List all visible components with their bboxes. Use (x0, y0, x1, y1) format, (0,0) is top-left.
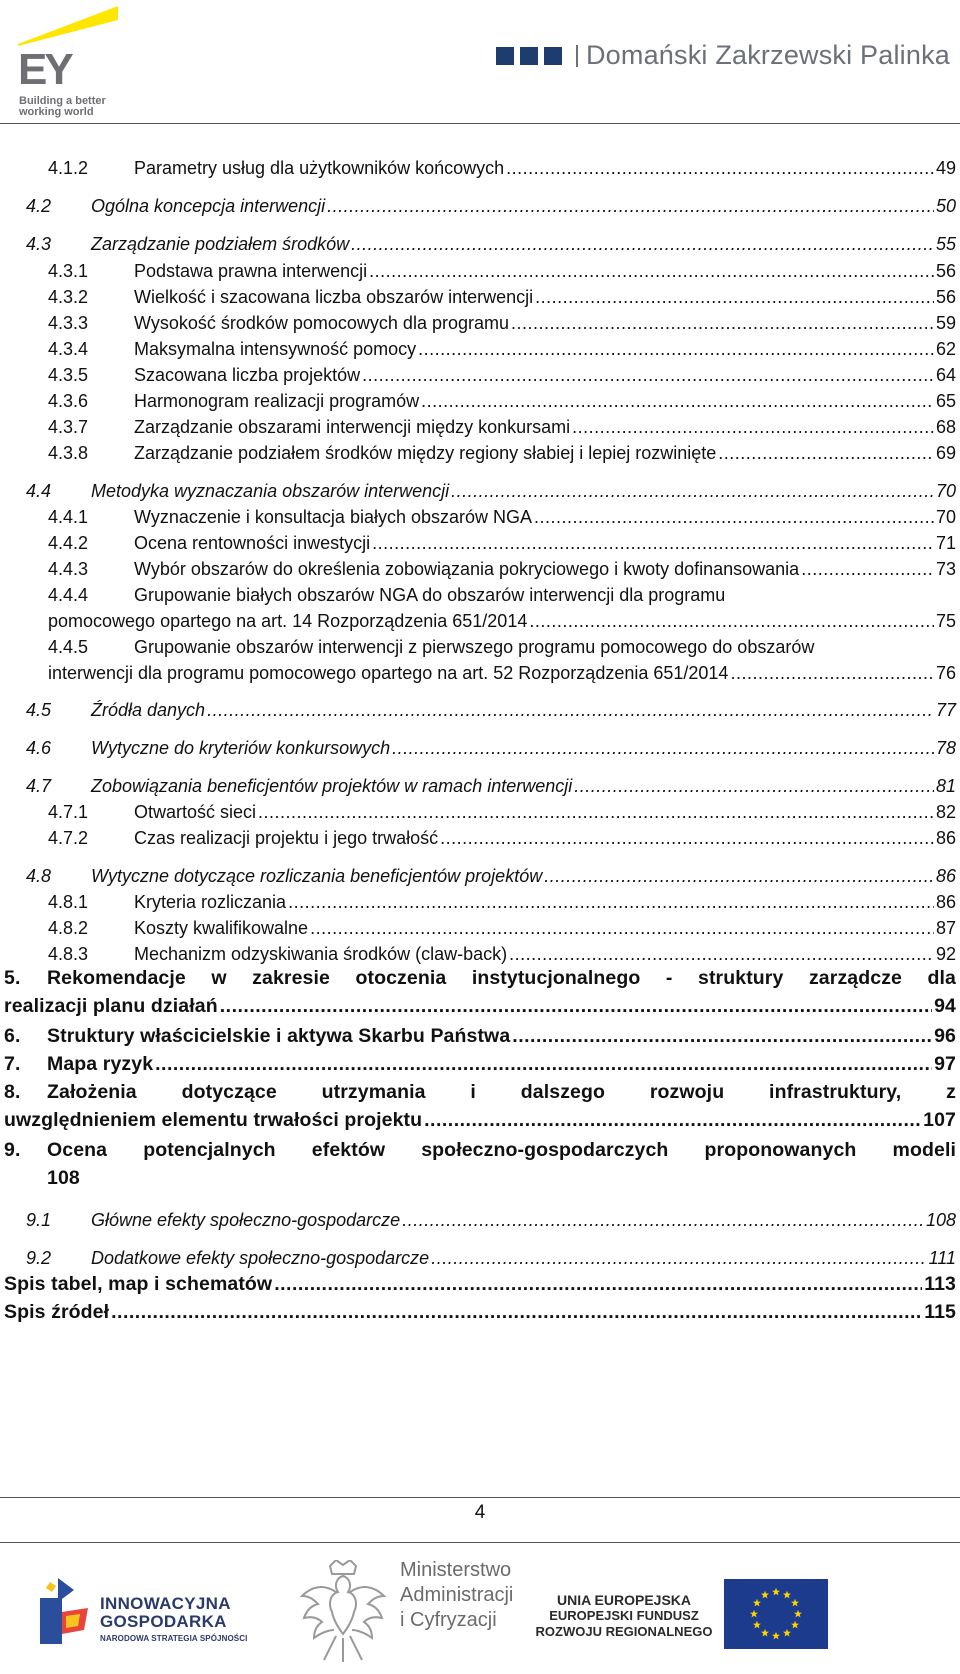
eu-line-3: ROZWOJU REGIONALNEGO (535, 1624, 713, 1639)
toc-entry[interactable] (48, 533, 956, 553)
toc-entry[interactable] (48, 637, 956, 683)
toc-page-number: 56 (935, 261, 956, 281)
toc-entry[interactable] (48, 261, 956, 281)
toc-entry[interactable] (4, 1274, 956, 1294)
toc-number: 5. (4, 967, 21, 989)
toc-entry[interactable] (26, 1210, 956, 1230)
toc-entry[interactable] (4, 1054, 956, 1074)
toc-number: 4.4.5 (48, 637, 89, 657)
toc-leader-dots (155, 1054, 932, 1074)
toc-title: Spis tabel, map i schematów (4, 1273, 273, 1295)
toc-entry[interactable] (48, 559, 956, 579)
eu-line-1: UNIA EUROPEJSKA (556, 1592, 692, 1608)
toc-title: Wysokość środków pomocowych dla programu (134, 313, 509, 333)
ministry-line-3: i Cyfryzacji (400, 1609, 497, 1631)
toc-entry[interactable] (48, 287, 956, 307)
toc-title: Mechanizm odzyskiwania środków (claw-back) (134, 944, 508, 964)
toc-page-number: 87 (935, 918, 956, 938)
toc-entry[interactable] (4, 968, 956, 1016)
toc-title: Wytyczne dotyczące rozliczania beneficjentów projektów (91, 866, 543, 886)
toc-page-number: 86 (935, 892, 956, 912)
toc-leader-dots (512, 1026, 932, 1046)
toc-page-number: 70 (935, 481, 956, 501)
toc-entry[interactable] (4, 1082, 956, 1130)
toc-entry[interactable] (4, 1302, 956, 1322)
toc-entry[interactable] (48, 443, 956, 463)
toc-page-number: 94 (934, 995, 956, 1017)
toc-number: 4.7.2 (48, 828, 89, 848)
toc-leader-dots (506, 158, 934, 178)
toc-leader-dots (730, 663, 934, 683)
toc-title: Wybór obszarów do określenia zobowiązania pokryciowego i kwoty dofinansowania (134, 559, 800, 579)
toc-entry[interactable] (48, 585, 956, 631)
ey-tagline (19, 96, 119, 118)
toc-leader-dots (421, 391, 934, 411)
toc-number: 9. (4, 1139, 21, 1161)
toc-title: Koszty kwalifikowalne (134, 918, 309, 938)
toc-number: 4.3.7 (48, 417, 89, 437)
toc-number: 4.4.2 (48, 533, 89, 553)
firm-name: Domański Zakrzewski Palinka (585, 40, 950, 70)
toc-entry[interactable] (4, 1140, 956, 1188)
toc-leader-dots (511, 313, 934, 333)
innowacyjna-emblem-icon (40, 1578, 92, 1646)
eu-line-2: EUROPEJSKI FUNDUSZ (549, 1608, 699, 1623)
ministry-line-2: Administracji (400, 1584, 514, 1606)
ey-letters: EY (18, 45, 71, 94)
toc-title-line-2: pomocowego opartego na art. 14 Rozporządzenia 651/2014 (48, 611, 528, 631)
toc-page-number: 71 (935, 533, 956, 553)
toc-number: 4.6 (26, 738, 52, 758)
toc-leader-dots (362, 365, 934, 385)
toc-page-number: 111 (928, 1248, 956, 1268)
toc-entry[interactable] (48, 417, 956, 437)
toc-title: Metodyka wyznaczania obszarów interwencji (91, 481, 450, 501)
toc-title: Wielkość i szacowana liczba obszarów interwencji (134, 287, 534, 307)
toc-title-line-1: Rekomendacje w zakresie otoczenia instytucjonalnego - struktury zarządcze dla (47, 967, 956, 989)
toc-page-number: 69 (935, 443, 956, 463)
toc-number: 9.2 (26, 1248, 52, 1268)
toc-title-line-1: Ocena potencjalnych efektów społeczno-gospodarczych proponowanych modeli (47, 1139, 956, 1161)
page-number: 4 (474, 1502, 486, 1523)
ey-yellow-beam-icon (18, 6, 118, 50)
toc-leader-dots (392, 738, 934, 758)
toc-page-number: 96 (934, 1025, 956, 1047)
toc-entry[interactable] (26, 1248, 956, 1268)
toc-number: 4.2 (26, 196, 52, 216)
toc-page-number: 78 (935, 738, 956, 758)
toc-entry[interactable] (26, 196, 956, 216)
toc-title: Otwartość sieci (134, 802, 257, 822)
toc-number: 6. (4, 1025, 21, 1047)
toc-title-line-2: interwencji dla programu pomocowego opartego na art. 52 Rozporządzenia 651/2014 (48, 663, 729, 683)
toc-leader-dots (372, 533, 934, 553)
toc-leader-dots (288, 892, 934, 912)
toc-page-number: 107 (923, 1109, 956, 1131)
toc-number: 7. (4, 1053, 21, 1075)
toc-entry[interactable] (48, 158, 956, 178)
toc-number: 4.7 (26, 776, 52, 796)
toc-leader-dots (274, 1274, 922, 1294)
toc-title: Zarządzanie podziałem środków między regiony słabiej i lepiej rozwinięte (134, 443, 717, 463)
ey-logo (18, 6, 128, 118)
toc-number: 4.3.1 (48, 261, 89, 281)
dzp-logo (496, 40, 950, 71)
toc-entry[interactable] (26, 738, 956, 758)
eu-flag (724, 1579, 828, 1654)
toc-title: Zarządzanie podziałem środków (91, 234, 350, 254)
toc-number: 4.3.4 (48, 339, 89, 359)
toc-page-number: 59 (935, 313, 956, 333)
toc-number: 4.3.2 (48, 287, 89, 307)
toc-number: 4.8.2 (48, 918, 89, 938)
toc-number: 4.4.3 (48, 559, 89, 579)
dzp-square-icon (520, 47, 538, 65)
toc-leader-dots (111, 1302, 922, 1322)
toc-page-number: 56 (935, 287, 956, 307)
toc-title-line-1: Grupowanie obszarów interwencji z pierwszego programu pomocowego do obszarów (134, 637, 815, 657)
toc-leader-dots (451, 481, 934, 501)
toc-entry[interactable] (48, 313, 956, 333)
toc-title: Harmonogram realizacji programów (134, 391, 420, 411)
toc-leader-dots (351, 234, 934, 254)
toc-title-line-2: 108 (47, 1167, 80, 1189)
innowacyjna-gospodarka-logo (40, 1578, 92, 1651)
dzp-divider (576, 45, 578, 67)
toc-number: 4.3 (26, 234, 52, 254)
toc-title: Wytyczne do kryteriów konkursowych (91, 738, 391, 758)
toc-title: Czas realizacji projektu i jego trwałość (134, 828, 439, 848)
toc-page-number: 86 (935, 828, 956, 848)
toc-leader-dots (258, 802, 934, 822)
toc-leader-dots (718, 443, 934, 463)
toc-entry[interactable] (26, 234, 956, 254)
toc-entry[interactable] (48, 918, 956, 938)
toc-leader-dots (801, 559, 934, 579)
toc-number: 4.4.1 (48, 507, 89, 527)
toc-leader-dots (544, 866, 934, 886)
toc-entry[interactable] (26, 700, 956, 720)
ey-tagline-line-1: Building a better (19, 95, 106, 107)
toc-number: 8. (4, 1081, 21, 1103)
toc-number: 4.8 (26, 866, 52, 886)
toc-title: Kryteria rozliczania (134, 892, 287, 912)
toc-page-number: 92 (935, 944, 956, 964)
eu-flag-icon (724, 1579, 828, 1649)
eagle-icon (300, 1560, 386, 1664)
toc-entry[interactable] (26, 481, 956, 501)
toc-page-number: 82 (935, 802, 956, 822)
toc-page-number: 62 (935, 339, 956, 359)
toc-page-number: 113 (924, 1273, 956, 1295)
toc-title: Wyznaczenie i konsultacja białych obszarów NGA (134, 507, 533, 527)
innowacyjna-gospodarka-text (100, 1595, 247, 1643)
toc-number: 4.3.6 (48, 391, 89, 411)
toc-page-number: 86 (935, 866, 956, 886)
innowacyjna-line-1: INNOWACYJNA (100, 1594, 231, 1613)
toc-number: 4.3.8 (48, 443, 89, 463)
toc-leader-dots (574, 776, 934, 796)
toc-leader-dots (534, 507, 934, 527)
toc-number: 4.8.3 (48, 944, 89, 964)
toc-title: Zobowiązania beneficjentów projektów w ramach interwencji (91, 776, 573, 796)
toc-title: Źródła danych (91, 700, 206, 720)
toc-title: Dodatkowe efekty społeczno-gospodarcze (91, 1248, 430, 1268)
toc-title: Spis źródeł (4, 1301, 110, 1323)
toc-page-number: 65 (935, 391, 956, 411)
footer-rule-top (0, 1497, 960, 1498)
toc-number: 4.5 (26, 700, 52, 720)
toc-leader-dots (535, 287, 934, 307)
eu-text (534, 1592, 714, 1640)
toc-title: Mapa ryzyk (47, 1053, 154, 1075)
toc-title-line-1: Założenia dotyczące utrzymania i dalszego rozwoju infrastruktury, z (47, 1081, 956, 1103)
toc-page-number: 68 (935, 417, 956, 437)
toc-entry[interactable] (48, 391, 956, 411)
footer-rule-bottom (0, 1542, 960, 1543)
polish-eagle-emblem (300, 1560, 386, 1669)
toc-page-number: 49 (935, 158, 956, 178)
innowacyjna-line-2: GOSPODARKA (100, 1612, 227, 1631)
toc-page-number: 108 (925, 1210, 956, 1230)
toc-leader-dots (207, 700, 934, 720)
toc-page-number: 75 (935, 611, 956, 631)
toc-entry[interactable] (48, 339, 956, 359)
dzp-square-icon (544, 47, 562, 65)
toc-leader-dots (327, 196, 934, 216)
toc-leader-dots (440, 828, 934, 848)
toc-number: 9.1 (26, 1210, 52, 1230)
toc-title-line-1: Grupowanie białych obszarów NGA do obszarów interwencji dla programu (134, 585, 726, 605)
toc-leader-dots (369, 261, 934, 281)
dzp-square-icon (496, 47, 514, 65)
toc-page-number: 77 (935, 700, 956, 720)
toc-page-number: 50 (935, 196, 956, 216)
toc-title-line-2: realizacji planu działań (4, 995, 218, 1017)
toc-entry[interactable] (48, 802, 956, 822)
ey-tagline-line-2: working world (19, 106, 94, 118)
toc-leader-dots (509, 944, 934, 964)
toc-number: 4.7.1 (48, 802, 89, 822)
toc-title: Zarządzanie obszarami interwencji między konkursami (134, 417, 571, 437)
toc-leader-dots (529, 611, 934, 631)
toc-entry[interactable] (48, 944, 956, 964)
toc-number: 4.3.3 (48, 313, 89, 333)
toc-page-number: 81 (935, 776, 956, 796)
toc-title: Parametry usług dla użytkowników końcowych (134, 158, 505, 178)
toc-page-number: 97 (934, 1053, 956, 1075)
ministry-text (400, 1558, 513, 1633)
toc-leader-dots (220, 996, 932, 1016)
ministry-line-1: Ministerstwo (400, 1559, 512, 1581)
toc-leader-dots (310, 918, 934, 938)
toc-number: 4.4.4 (48, 585, 89, 605)
toc-entry[interactable] (48, 365, 956, 385)
toc-entry[interactable] (4, 1026, 956, 1046)
toc-title: Główne efekty społeczno-gospodarcze (91, 1210, 401, 1230)
page-header (0, 0, 960, 125)
toc-entry[interactable] (26, 866, 956, 886)
toc-title-line-2: uwzględnieniem elementu trwałości projektu (4, 1109, 423, 1131)
toc-page-number: 73 (935, 559, 956, 579)
toc-number: 4.3.5 (48, 365, 89, 385)
innowacyjna-line-3: NARODOWA STRATEGIA SPÓJNOŚCI (100, 1634, 248, 1643)
toc-title: Ocena rentowności inwestycji (134, 533, 371, 553)
header-rule (0, 123, 960, 124)
toc-entry[interactable] (48, 828, 956, 848)
toc-page-number: 64 (935, 365, 956, 385)
toc-leader-dots (418, 339, 934, 359)
toc-page-number: 76 (935, 663, 956, 683)
toc-leader-dots (572, 417, 934, 437)
toc-page-number: 55 (935, 234, 956, 254)
toc-title: Maksymalna intensywność pomocy (134, 339, 417, 359)
toc-title: Podstawa prawna interwencji (134, 261, 368, 281)
toc-number: 4.4 (26, 481, 52, 501)
toc-number: 4.1.2 (48, 158, 89, 178)
toc-leader-dots (424, 1110, 921, 1130)
toc-leader-dots (402, 1210, 924, 1230)
toc-leader-dots (431, 1248, 926, 1268)
toc-page-number: 70 (935, 507, 956, 527)
toc-title: Ogólna koncepcja interwencji (91, 196, 326, 216)
toc-entry[interactable] (48, 507, 956, 527)
toc-title: Struktury właścicielskie i aktywa Skarbu Państwa (47, 1025, 511, 1047)
toc-page-number: 115 (924, 1301, 956, 1323)
toc-title: Szacowana liczba projektów (134, 365, 361, 385)
toc-entry[interactable] (26, 776, 956, 796)
toc-entry[interactable] (48, 892, 956, 912)
toc-number: 4.8.1 (48, 892, 89, 912)
